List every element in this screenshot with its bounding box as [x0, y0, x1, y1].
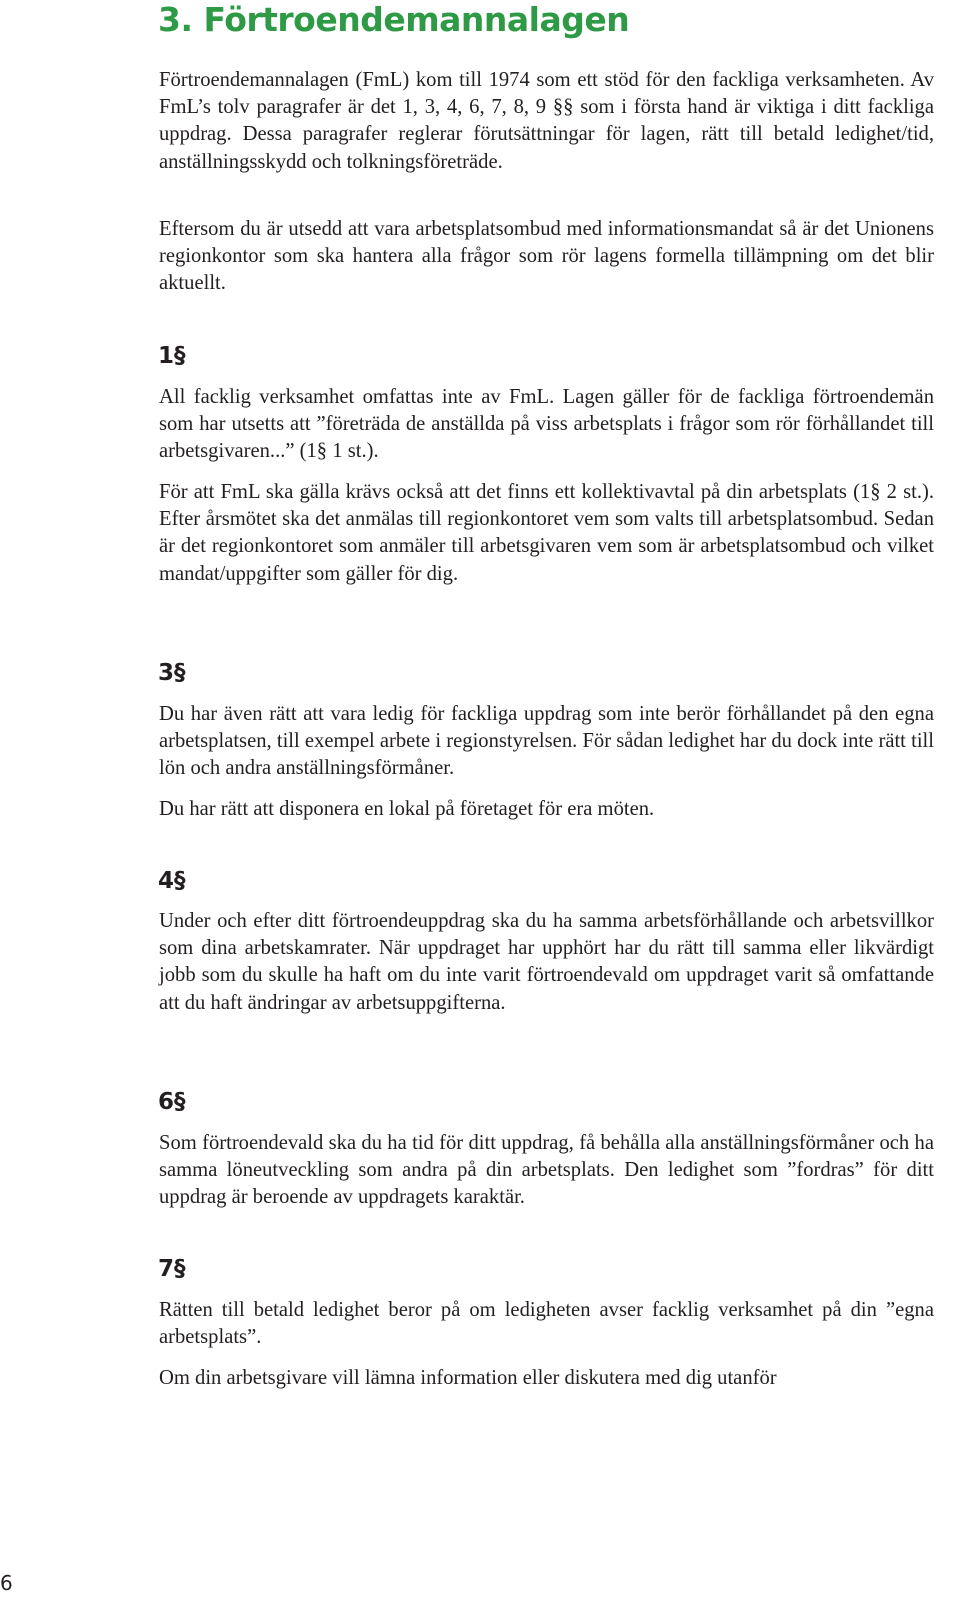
intro-paragraph-2: Eftersom du är utsedd att vara arbetsplatsombud med informationsmandat så är det Unionens regionkontor som ska hantera alla frågor som rör lagens formella tillämpning om det blir aktuellt. — [159, 218, 934, 295]
section-heading-7: 7§ — [158, 1256, 186, 1282]
section-7-paragraph-1: Rätten till betald ledighet beror på om ledigheten avser facklig verksamhet på din ”egna arbetsplats”. — [159, 1299, 934, 1349]
section-1-paragraph-2: För att FmL ska gälla krävs också att det finns ett kollektivavtal på din arbetsplats (1§ 2 st.). Efter årsmötet ska det anmälas till regionkontoret vem som valts till arbetsplatsombud. Sedan är det regionkontoret som anmäler till arbetsgivaren vem som är arbetsplatsombud och vilket mandat/uppgifter som gäller för dig. — [159, 481, 934, 585]
page-number: 6 — [0, 1571, 13, 1595]
chapter-title: 3. Förtroendemannalagen — [158, 0, 630, 39]
section-7-paragraph-2: Om din arbetsgivare vill lämna information eller diskutera med dig utanför — [159, 1367, 777, 1389]
section-3-paragraph-1: Du har även rätt att vara ledig för fackliga uppdrag som inte berör förhållandet på den egna arbetsplatsen, till exempel arbete i regionstyrelsen. För sådan ledighet har du dock inte rätt till lön och andra anställningsförmåner. — [159, 703, 934, 780]
section-heading-6: 6§ — [158, 1089, 186, 1115]
section-heading-1: 1§ — [158, 343, 186, 369]
intro-paragraph-1: Förtroendemannalagen (FmL) kom till 1974 som ett stöd för den fackliga verksamheten. Av FmL’s tolv paragrafer är det 1, 3, 4, 6, 7, 8, 9 §§ som i första hand är viktiga i ditt fackliga uppdrag. Dessa paragrafer reglerar förutsättningar för lagen, rätt till betald ledighet/tid, anställningsskydd och tolkningsföreträde. — [159, 69, 934, 173]
section-3-paragraph-2: Du har rätt att disponera en lokal på företaget för era möten. — [159, 798, 655, 820]
section-1-paragraph-1: All facklig verksamhet omfattas inte av FmL. Lagen gäller för de fackliga förtroendemän som har utsetts att ”företräda de anställda på viss arbetsplats i frågor som rör förhållandet till arbetsgivaren...” (1§ 1 st.). — [159, 386, 934, 463]
section-heading-4: 4§ — [158, 868, 186, 894]
section-6-paragraph-1: Som förtroendevald ska du ha tid för ditt uppdrag, få behålla alla anställningsförmåner och ha samma löneutveckling som andra på din arbetsplats. Den ledighet som ”fordras” för ditt uppdrag är beroende av uppdragets karaktär. — [159, 1132, 934, 1209]
section-4-paragraph-1: Under och efter ditt förtroendeuppdrag ska du ha samma arbetsförhållande och arbetsvillkor som dina arbetskamrater. När uppdraget har upphört har du rätt till samma eller likvärdigt jobb som du skulle ha haft om du inte varit förtroendevald om uppdraget varit så omfattande att du haft ändringar av arbetsuppgifterna. — [159, 910, 934, 1014]
section-heading-3: 3§ — [158, 660, 186, 686]
